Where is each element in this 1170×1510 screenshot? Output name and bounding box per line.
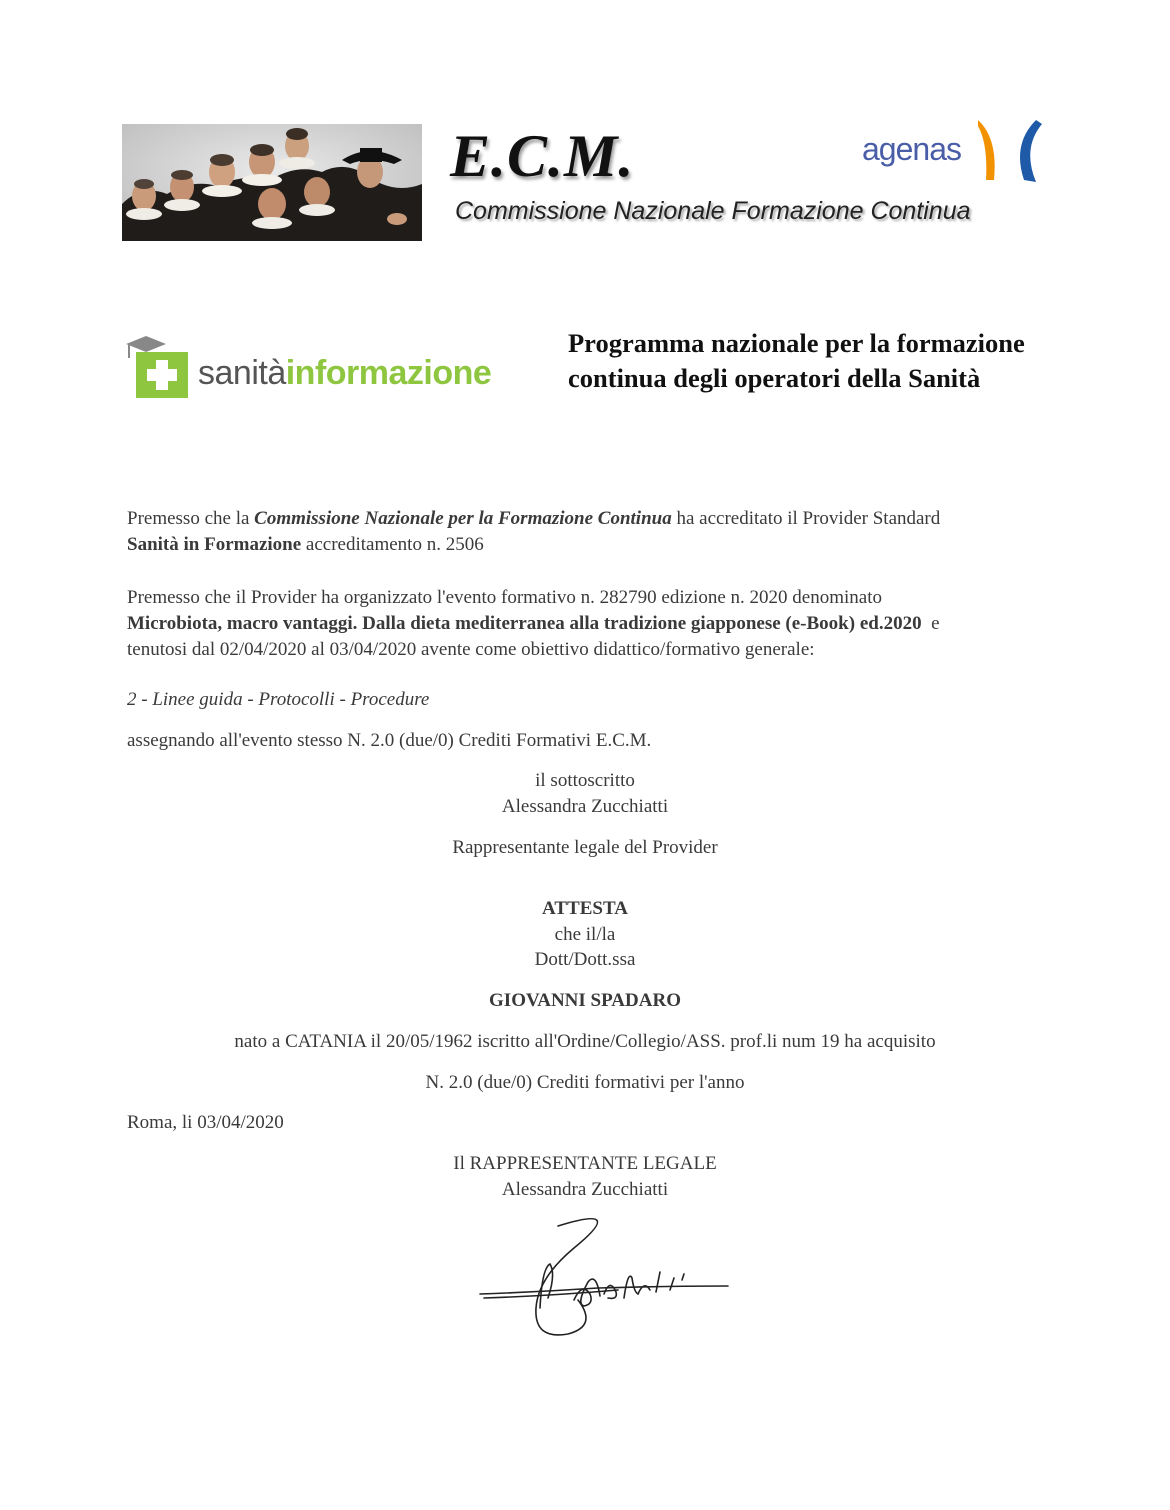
provider-name: Sanità in Formazione <box>127 534 302 555</box>
logo-wordmark-part1: sanità <box>198 354 286 392</box>
para1-middle: ha accreditato il Provider Standard <box>671 508 941 529</box>
logo-wordmark <box>198 354 491 393</box>
para2-after-title: e <box>921 613 940 634</box>
credits-awarded: N. 2.0 (due/0) Crediti formativi per l'anno <box>425 1072 745 1093</box>
legal-rep-name: Alessandra Zucchiatti <box>501 1179 669 1200</box>
place-date: Roma, li 03/04/2020 <box>127 1112 284 1133</box>
para2-line1: Premesso che il Provider ha organizzato l'evento formativo n. 282790 edizione n. 2020 denominato <box>127 587 882 608</box>
objective: 2 - Linee guida - Protocolli - Procedure <box>127 689 430 710</box>
paragraph-event <box>127 585 1047 663</box>
agenas-logo <box>862 118 1044 184</box>
program-title: Programma nazionale per la formazione continua degli operatori della Sanità <box>568 328 1025 393</box>
para1-prefix: Premesso che la <box>127 508 255 529</box>
agenas-logo-text: agenas <box>862 131 961 167</box>
handwritten-signature <box>478 1208 738 1353</box>
signatory-role: Rappresentante legale del Provider <box>452 837 718 858</box>
recipient-name: GIOVANNI SPADARO <box>489 990 681 1011</box>
para2-line3: tenutosi dal 02/04/2020 al 03/04/2020 avente come obiettivo didattico/formativo generale: <box>127 639 815 660</box>
anatomy-lesson-painting <box>122 124 422 241</box>
para1-suffix: accreditamento n. 2506 <box>301 534 484 555</box>
ecm-title: E.C.M. <box>450 123 635 189</box>
sanita-informazione-logo <box>124 334 524 404</box>
credits-line: assegnando all'evento stesso N. 2.0 (due/0) Crediti Formativi E.C.M. <box>127 730 652 751</box>
ecm-subtitle: Commissione Nazionale Formazione Continua <box>455 197 971 225</box>
event-title: Microbiota, macro vantaggi. Dalla dieta mediterranea alla tradizione giapponese (e-Book) ed.2020 <box>127 613 922 634</box>
green-cross-graduation-cap-icon <box>124 334 194 404</box>
signatory-name: Alessandra Zucchiatti <box>501 796 669 817</box>
legal-rep-label: Il RAPPRESENTANTE LEGALE <box>453 1153 717 1174</box>
commission-name: Commissione Nazionale per la Formazione Continua <box>254 508 672 529</box>
attesta-title: Dott/Dott.ssa <box>534 949 636 970</box>
signatory-intro: il sottoscritto <box>535 770 635 791</box>
recipient-details: nato a CATANIA il 20/05/1962 iscritto all'Ordine/Collegio/ASS. prof.li num 19 ha acquisito <box>234 1031 936 1052</box>
attesta-heading: ATTESTA <box>542 898 628 919</box>
agenas-swoosh-icon <box>976 118 1044 184</box>
paragraph-accreditation <box>127 506 1047 558</box>
attesta-che: che il/la <box>554 924 616 945</box>
logo-wordmark-part2: informazione <box>285 354 492 392</box>
